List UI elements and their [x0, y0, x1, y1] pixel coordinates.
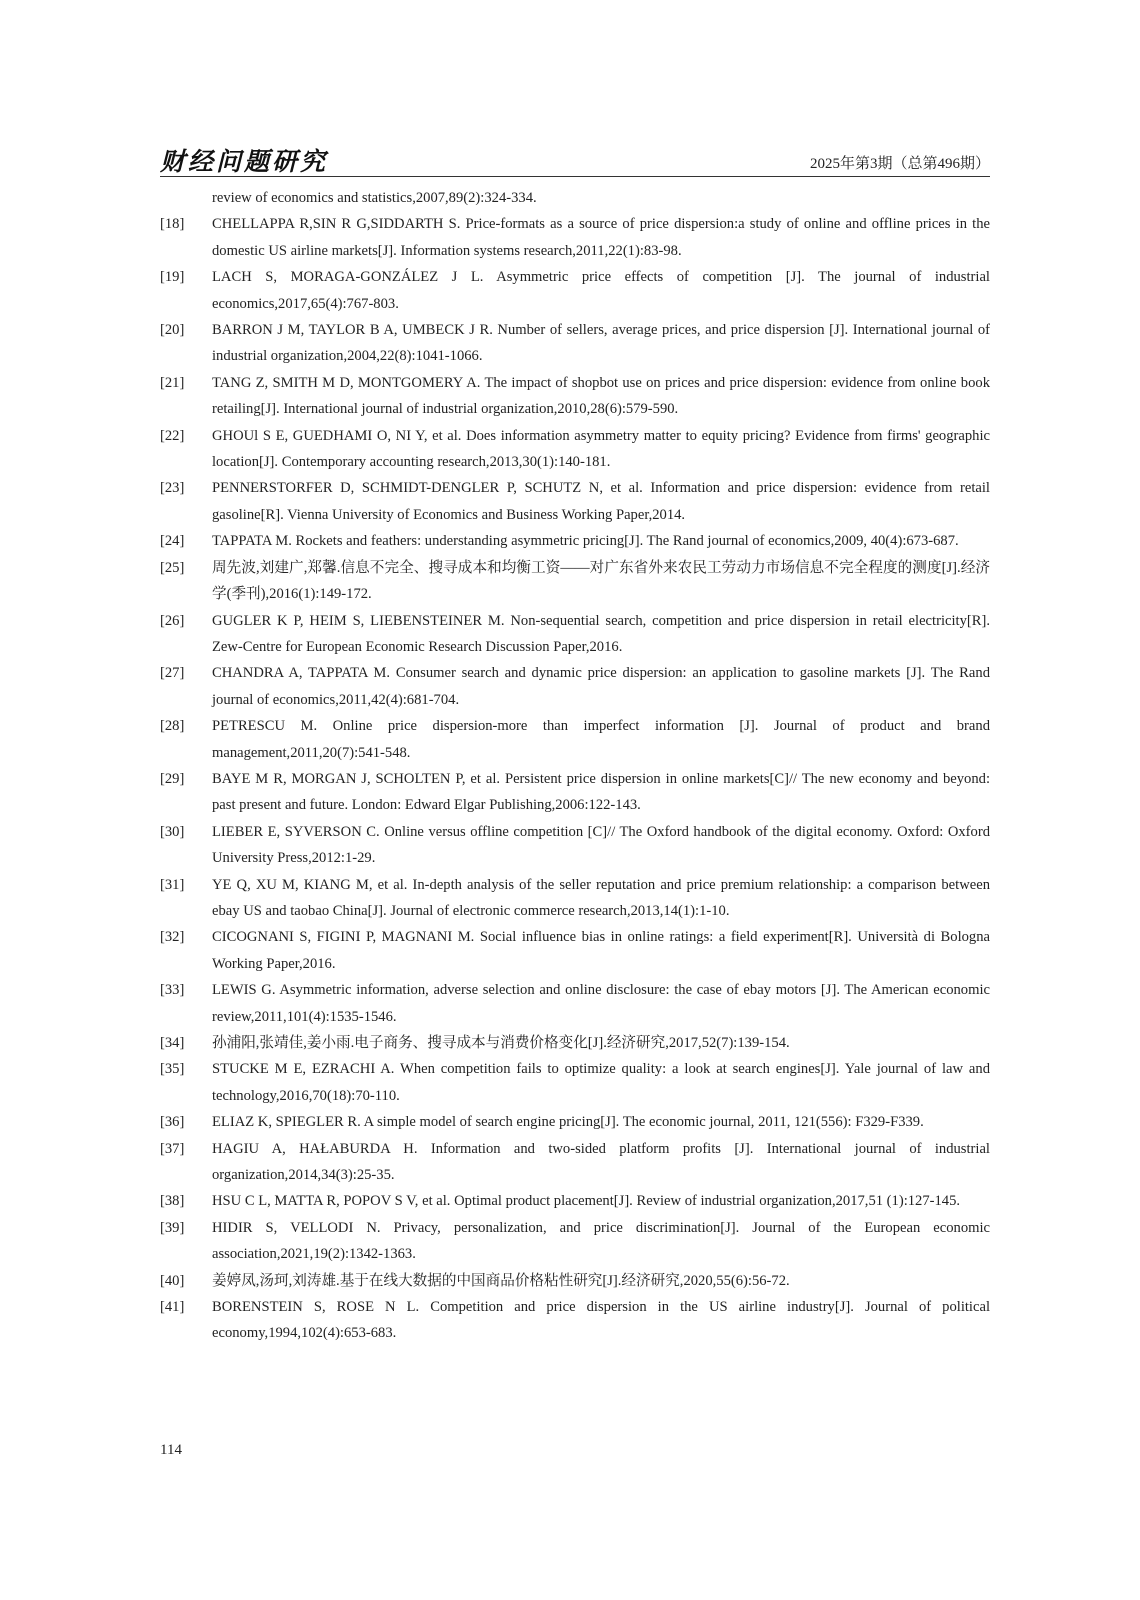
- reference-item: [160, 211, 990, 264]
- reference-text: HIDIR S, VELLODI N. Privacy, personalization, and price discrimination[J]. Journal of the European economic association,2021,19(2):1342-1363.: [212, 1219, 990, 1263]
- reference-text: ELIAZ K, SPIEGLER R. A simple model of search engine pricing[J]. The economic journal, 2011, 121(556): F329-F339.: [212, 1114, 924, 1131]
- reference-text: BAYE M R, MORGAN J, SCHOLTEN P, et al. Persistent price dispersion in online markets[C]// The new economy and beyond: past present and future. London: Edward Elgar Publishing,2006:122-143.: [212, 770, 990, 814]
- reference-list: [160, 185, 990, 1347]
- reference-item: [160, 977, 990, 1030]
- reference-number: [35]: [160, 1061, 185, 1078]
- reference-item: [160, 608, 990, 661]
- reference-number: [31]: [160, 876, 185, 893]
- reference-text: review of economics and statistics,2007,89(2):324-334.: [212, 190, 537, 206]
- reference-number: [18]: [160, 216, 185, 233]
- reference-item: [160, 185, 990, 211]
- reference-number: [20]: [160, 322, 185, 339]
- reference-item: [160, 924, 990, 977]
- reference-number: [40]: [160, 1272, 185, 1289]
- reference-text: BARRON J M, TAYLOR B A, UMBECK J R. Number of sellers, average prices, and price dispersion [J]. International journal of industrial organization,2004,22(8):1041-1066.: [212, 322, 990, 365]
- page-number: 114: [160, 1442, 182, 1458]
- reference-text: TAPPATA M. Rockets and feathers: understanding asymmetric pricing[J]. The Rand journal of economics,2009, 40(4):673-687.: [212, 533, 959, 550]
- reference-text: LEWIS G. Asymmetric information, adverse selection and online disclosure: the case of ebay motors [J]. The American economic review,2011,101(4):1535-1546.: [212, 982, 990, 1025]
- reference-item: [160, 660, 990, 713]
- reference-number: [30]: [160, 823, 185, 840]
- reference-number: [24]: [160, 533, 185, 550]
- reference-text: GUGLER K P, HEIM S, LIEBENSTEINER M. Non-sequential search, competition and price dispersion in retail electricity[R]. Zew-Centre for European Economic Research Discussion Paper,2016.: [212, 612, 990, 655]
- reference-text: HAGIU A, HAŁABURDA H. Information and two-sided platform profits [J]. International journal of industrial organization,2014,34(3):25-35.: [212, 1140, 990, 1184]
- reference-number: [37]: [160, 1140, 185, 1157]
- reference-item: [160, 819, 990, 872]
- reference-item: [160, 1030, 990, 1056]
- reference-item: [160, 264, 990, 317]
- reference-number: [21]: [160, 374, 185, 391]
- reference-number: [28]: [160, 718, 185, 735]
- reference-number: [22]: [160, 427, 185, 444]
- reference-text: 孙浦阳,张靖佳,姜小雨.电子商务、搜寻成本与消费价格变化[J].经济研究,2017,52(7):139-154.: [212, 1035, 790, 1051]
- reference-item: [160, 1294, 990, 1347]
- reference-text: GHOUl S E, GUEDHAMI O, NI Y, et al. Does information asymmetry matter to equity pricing? Evidence from firms' geographic location[J]. Contemporary accounting research,2013,30(1):140-181.: [212, 427, 990, 471]
- reference-item: [160, 1109, 990, 1135]
- reference-text: TANG Z, SMITH M D, MONTGOMERY A. The impact of shopbot use on prices and price dispersion: evidence from online book retailing[J]. International journal of industrial organization,2010,28(6):579-590.: [212, 374, 990, 418]
- reference-number: [36]: [160, 1114, 185, 1131]
- reference-item: [160, 555, 990, 608]
- reference-text: LACH S, MORAGA-GONZÁLEZ J L. Asymmetric price effects of competition [J]. The journal of industrial economics,2017,65(4):767-803.: [212, 269, 990, 312]
- reference-number: [41]: [160, 1299, 185, 1316]
- reference-number: [27]: [160, 665, 185, 682]
- reference-number: [38]: [160, 1193, 185, 1210]
- reference-item: [160, 1188, 990, 1214]
- reference-text: HSU C L, MATTA R, POPOV S V, et al. Optimal product placement[J]. Review of industrial organization,2017,51 (1):127-145.: [212, 1193, 961, 1210]
- reference-item: [160, 423, 990, 476]
- reference-item: [160, 766, 990, 819]
- reference-text: YE Q, XU M, KIANG M, et al. In-depth analysis of the seller reputation and price premium relationship: a comparison between ebay US and taobao China[J]. Journal of electronic commerce research,2013,14(1):1-10.: [212, 876, 990, 919]
- reference-item: [160, 317, 990, 370]
- reference-text: PETRESCU M. Online price dispersion-more than imperfect information [J]. Journal of product and brand management,2011,20(7):541-548.: [212, 718, 990, 761]
- reference-item: [160, 1215, 990, 1268]
- reference-item: [160, 1268, 990, 1294]
- reference-text: BORENSTEIN S, ROSE N L. Competition and price dispersion in the US airline industry[J]. Journal of political economy,1994,102(4):653-683.: [212, 1299, 990, 1342]
- issue-info: 2025年第3期（总第496期）: [809, 156, 990, 172]
- reference-number: [23]: [160, 480, 185, 497]
- reference-number: [39]: [160, 1219, 185, 1236]
- reference-number: [34]: [160, 1035, 185, 1051]
- reference-number: [32]: [160, 929, 185, 946]
- reference-text: PENNERSTORFER D, SCHMIDT-DENGLER P, SCHUTZ N, et al. Information and price dispersion: evidence from retail gasoline[R]. Vienna University of Economics and Business Working Paper,2014.: [212, 480, 990, 523]
- page-header: [160, 142, 990, 177]
- reference-text: STUCKE M E, EZRACHI A. When competition fails to optimize quality: a look at search engines[J]. Yale journal of law and technology,2016,70(18):70-110.: [212, 1061, 990, 1104]
- reference-item: [160, 1056, 990, 1109]
- reference-item: [160, 713, 990, 766]
- reference-text: LIEBER E, SYVERSON C. Online versus offline competition [C]// The Oxford handbook of the digital economy. Oxford: Oxford University Press,2012:1-29.: [212, 823, 990, 867]
- reference-text: CHELLAPPA R,SIN R G,SIDDARTH S. Price-formats as a source of price dispersion:a study of online and offline prices in the domestic US airline markets[J]. Information systems research,2011,22(1):83-98.: [212, 216, 990, 259]
- reference-item: [160, 1136, 990, 1189]
- journal-logo: 财经问题研究: [160, 147, 329, 176]
- reference-number: [25]: [160, 559, 185, 576]
- reference-item: [160, 528, 990, 554]
- reference-text: 周先波,刘建广,郑馨.信息不完全、搜寻成本和均衡工资——对广东省外来农民工劳动力市场信息不完全程度的测度[J].经济学(季刊),2016(1):149-172.: [212, 559, 990, 603]
- reference-item: [160, 872, 990, 925]
- reference-text: CHANDRA A, TAPPATA M. Consumer search and dynamic price dispersion: an application to gasoline markets [J]. The Rand journal of economics,2011,42(4):681-704.: [212, 665, 990, 708]
- reference-number: [33]: [160, 982, 185, 999]
- reference-number: [19]: [160, 269, 185, 286]
- reference-text: 姜婷凤,汤珂,刘涛雄.基于在线大数据的中国商品价格粘性研究[J].经济研究,2020,55(6):56-72.: [212, 1272, 790, 1289]
- reference-text: CICOGNANI S, FIGINI P, MAGNANI M. Social influence bias in online ratings: a field experiment[R]. Università di Bologna Working Paper,2016.: [212, 929, 990, 972]
- reference-item: [160, 475, 990, 528]
- reference-number: [26]: [160, 612, 185, 629]
- reference-number: [29]: [160, 770, 185, 787]
- reference-item: [160, 370, 990, 423]
